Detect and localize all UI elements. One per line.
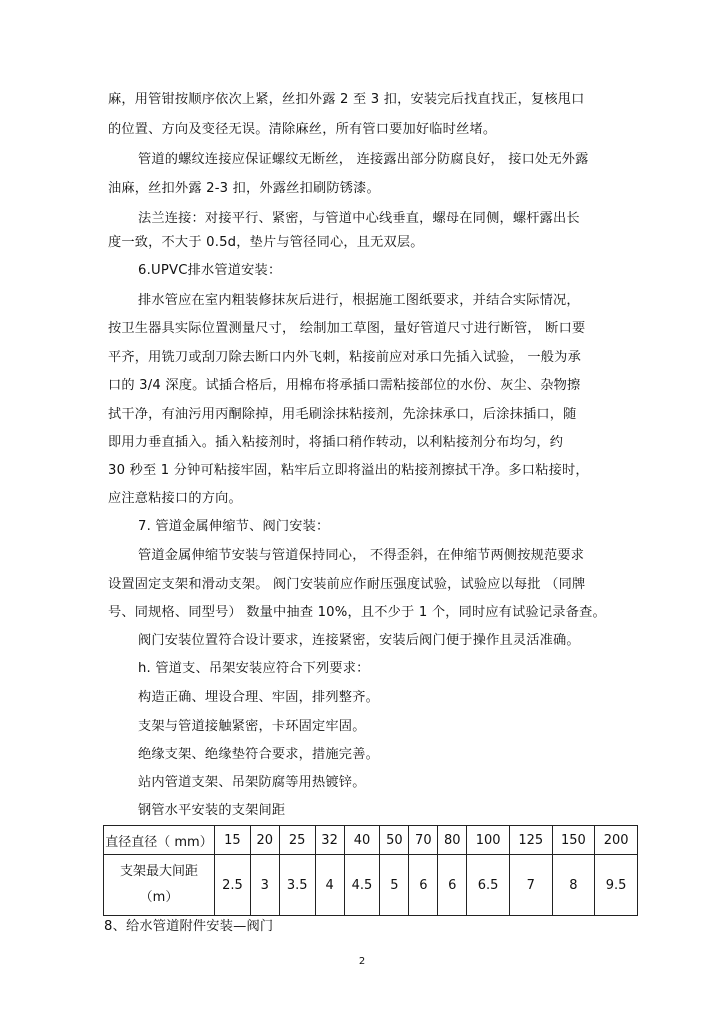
table-cell: 3 <box>250 855 279 916</box>
table-cell: 32 <box>315 826 344 855</box>
table-cell: 6 <box>409 855 438 916</box>
paragraph-line: 号、同规格、同型号） 数量中抽查 10%，且不少于 1 个，同时应有试验记录备查。 <box>108 605 606 620</box>
paragraph-line: 麻，用管钳按顺序依次上紧，丝扣外露 2 至 3 扣，安装完后找直找正，复核甩口 <box>108 92 585 107</box>
table-cell: 4 <box>315 855 344 916</box>
table-cell: 6 <box>438 855 467 916</box>
table-cell: 50 <box>380 826 409 855</box>
table-cell: 2.5 <box>215 855 251 916</box>
paragraph-line: 法兰连接：对接平行、紧密，与管道中心线垂直，螺母在同侧，螺杆露出长 <box>138 211 580 226</box>
table-cell: 3.5 <box>279 855 315 916</box>
table-cell: 20 <box>250 826 279 855</box>
table-row-diameter <box>104 826 638 855</box>
table-cell: 150 <box>552 826 595 855</box>
section-heading: h. 管道支、吊架安装应符合下列要求： <box>138 661 370 676</box>
paragraph-line: 平齐，用铣刀或刮刀除去断口内外飞刺，粘接前应对承口先插入试验， 一般为承 <box>108 350 581 365</box>
table-cell: 100 <box>467 826 510 855</box>
table-cell: 5 <box>380 855 409 916</box>
page-number: 2 <box>358 956 366 967</box>
table-cell: 15 <box>215 826 251 855</box>
paragraph-line: 排水管应在室内粗装修抹灰后进行，根据施工图纸要求，并结合实际情况， <box>138 293 580 308</box>
table-cell: 40 <box>344 826 380 855</box>
support-spacing-table <box>103 825 638 916</box>
paragraph-line: 阀门安装位置符合设计要求，连接紧密，安装后阀门便于操作且灵活准确。 <box>138 633 580 648</box>
table-row-spacing <box>104 855 638 916</box>
table-cell: 4.5 <box>344 855 380 916</box>
table-cell: 25 <box>279 826 315 855</box>
paragraph-line: 即用力垂直插入。插入粘接剂时，将插口稍作转动，以利粘接剂分布均匀，约 <box>108 435 564 450</box>
paragraph-line: 应注意粘接口的方向。 <box>108 491 242 506</box>
paragraph-line: 的位置、方向及变径无误。清除麻丝，所有管口要加好临时丝堵。 <box>108 122 497 137</box>
paragraph-line: 站内管道支架、吊架防腐等用热镀锌。 <box>138 775 366 790</box>
table-cell: 6.5 <box>467 855 510 916</box>
paragraph-line: 绝缘支架、绝缘垫符合要求，措施完善。 <box>138 747 379 762</box>
table-cell: 9.5 <box>595 855 638 916</box>
table-header-diameter: 直径直径（ mm） <box>104 826 215 855</box>
table-header-spacing-line2: （m） <box>139 890 179 905</box>
paragraph-line: 按卫生器具实际位置测量尺寸， 绘制加工草图，量好管道尺寸进行断管， 断口要 <box>108 321 586 336</box>
table-cell: 7 <box>509 855 552 916</box>
paragraph-line: 口的 3/4 深度。试插合格后，用棉布将承插口需粘接部位的水份、灰尘、杂物擦 <box>108 378 581 393</box>
paragraph-line: 油麻，丝扣外露 2-3 扣，外露丝扣刷防锈漆。 <box>108 181 380 196</box>
table-cell: 8 <box>552 855 595 916</box>
paragraph-line: 拭干净，有油污用丙酮除掉，用毛刷涂抹粘接剂，先涂抹承口，后涂抹插口，随 <box>108 407 577 422</box>
paragraph-line: 度一致，不大于 0.5d，垫片与管径同心，且无双层。 <box>108 235 424 250</box>
section-heading: 6.UPVC排水管道安装： <box>138 263 282 278</box>
section-heading: 7. 管道金属伸缩节、阀门安装： <box>138 519 330 534</box>
table-cell: 80 <box>438 826 467 855</box>
paragraph-line: 管道的螺纹连接应保证螺纹无断丝， 连接露出部分防腐良好， 接口处无外露 <box>138 152 589 167</box>
table-cell: 200 <box>595 826 638 855</box>
section-heading: 8、给水管道附件安装—阀门 <box>104 919 274 934</box>
table-header-spacing-line1: 支架最大间距 <box>119 864 198 879</box>
table-header-spacing <box>104 855 215 916</box>
paragraph-line: 30 秒至 1 分钟可粘接牢固，粘牢后立即将溢出的粘接剂擦拭干净。多口粘接时， <box>108 463 589 478</box>
paragraph-line: 管道金属伸缩节安装与管道保持同心， 不得歪斜，在伸缩节两侧按规范要求 <box>138 548 585 563</box>
paragraph-line: 设置固定支架和滑动支架。 阀门安装前应作耐压强度试验，试验应以每批 （同牌 <box>108 577 586 592</box>
table-caption: 钢管水平安装的支架间距 <box>138 803 286 818</box>
paragraph-line: 支架与管道接触紧密，卡环固定牢固。 <box>138 719 366 734</box>
table-cell: 125 <box>509 826 552 855</box>
table-cell: 70 <box>409 826 438 855</box>
paragraph-line: 构造正确、埋设合理、牢固，排列整齐。 <box>138 690 379 705</box>
